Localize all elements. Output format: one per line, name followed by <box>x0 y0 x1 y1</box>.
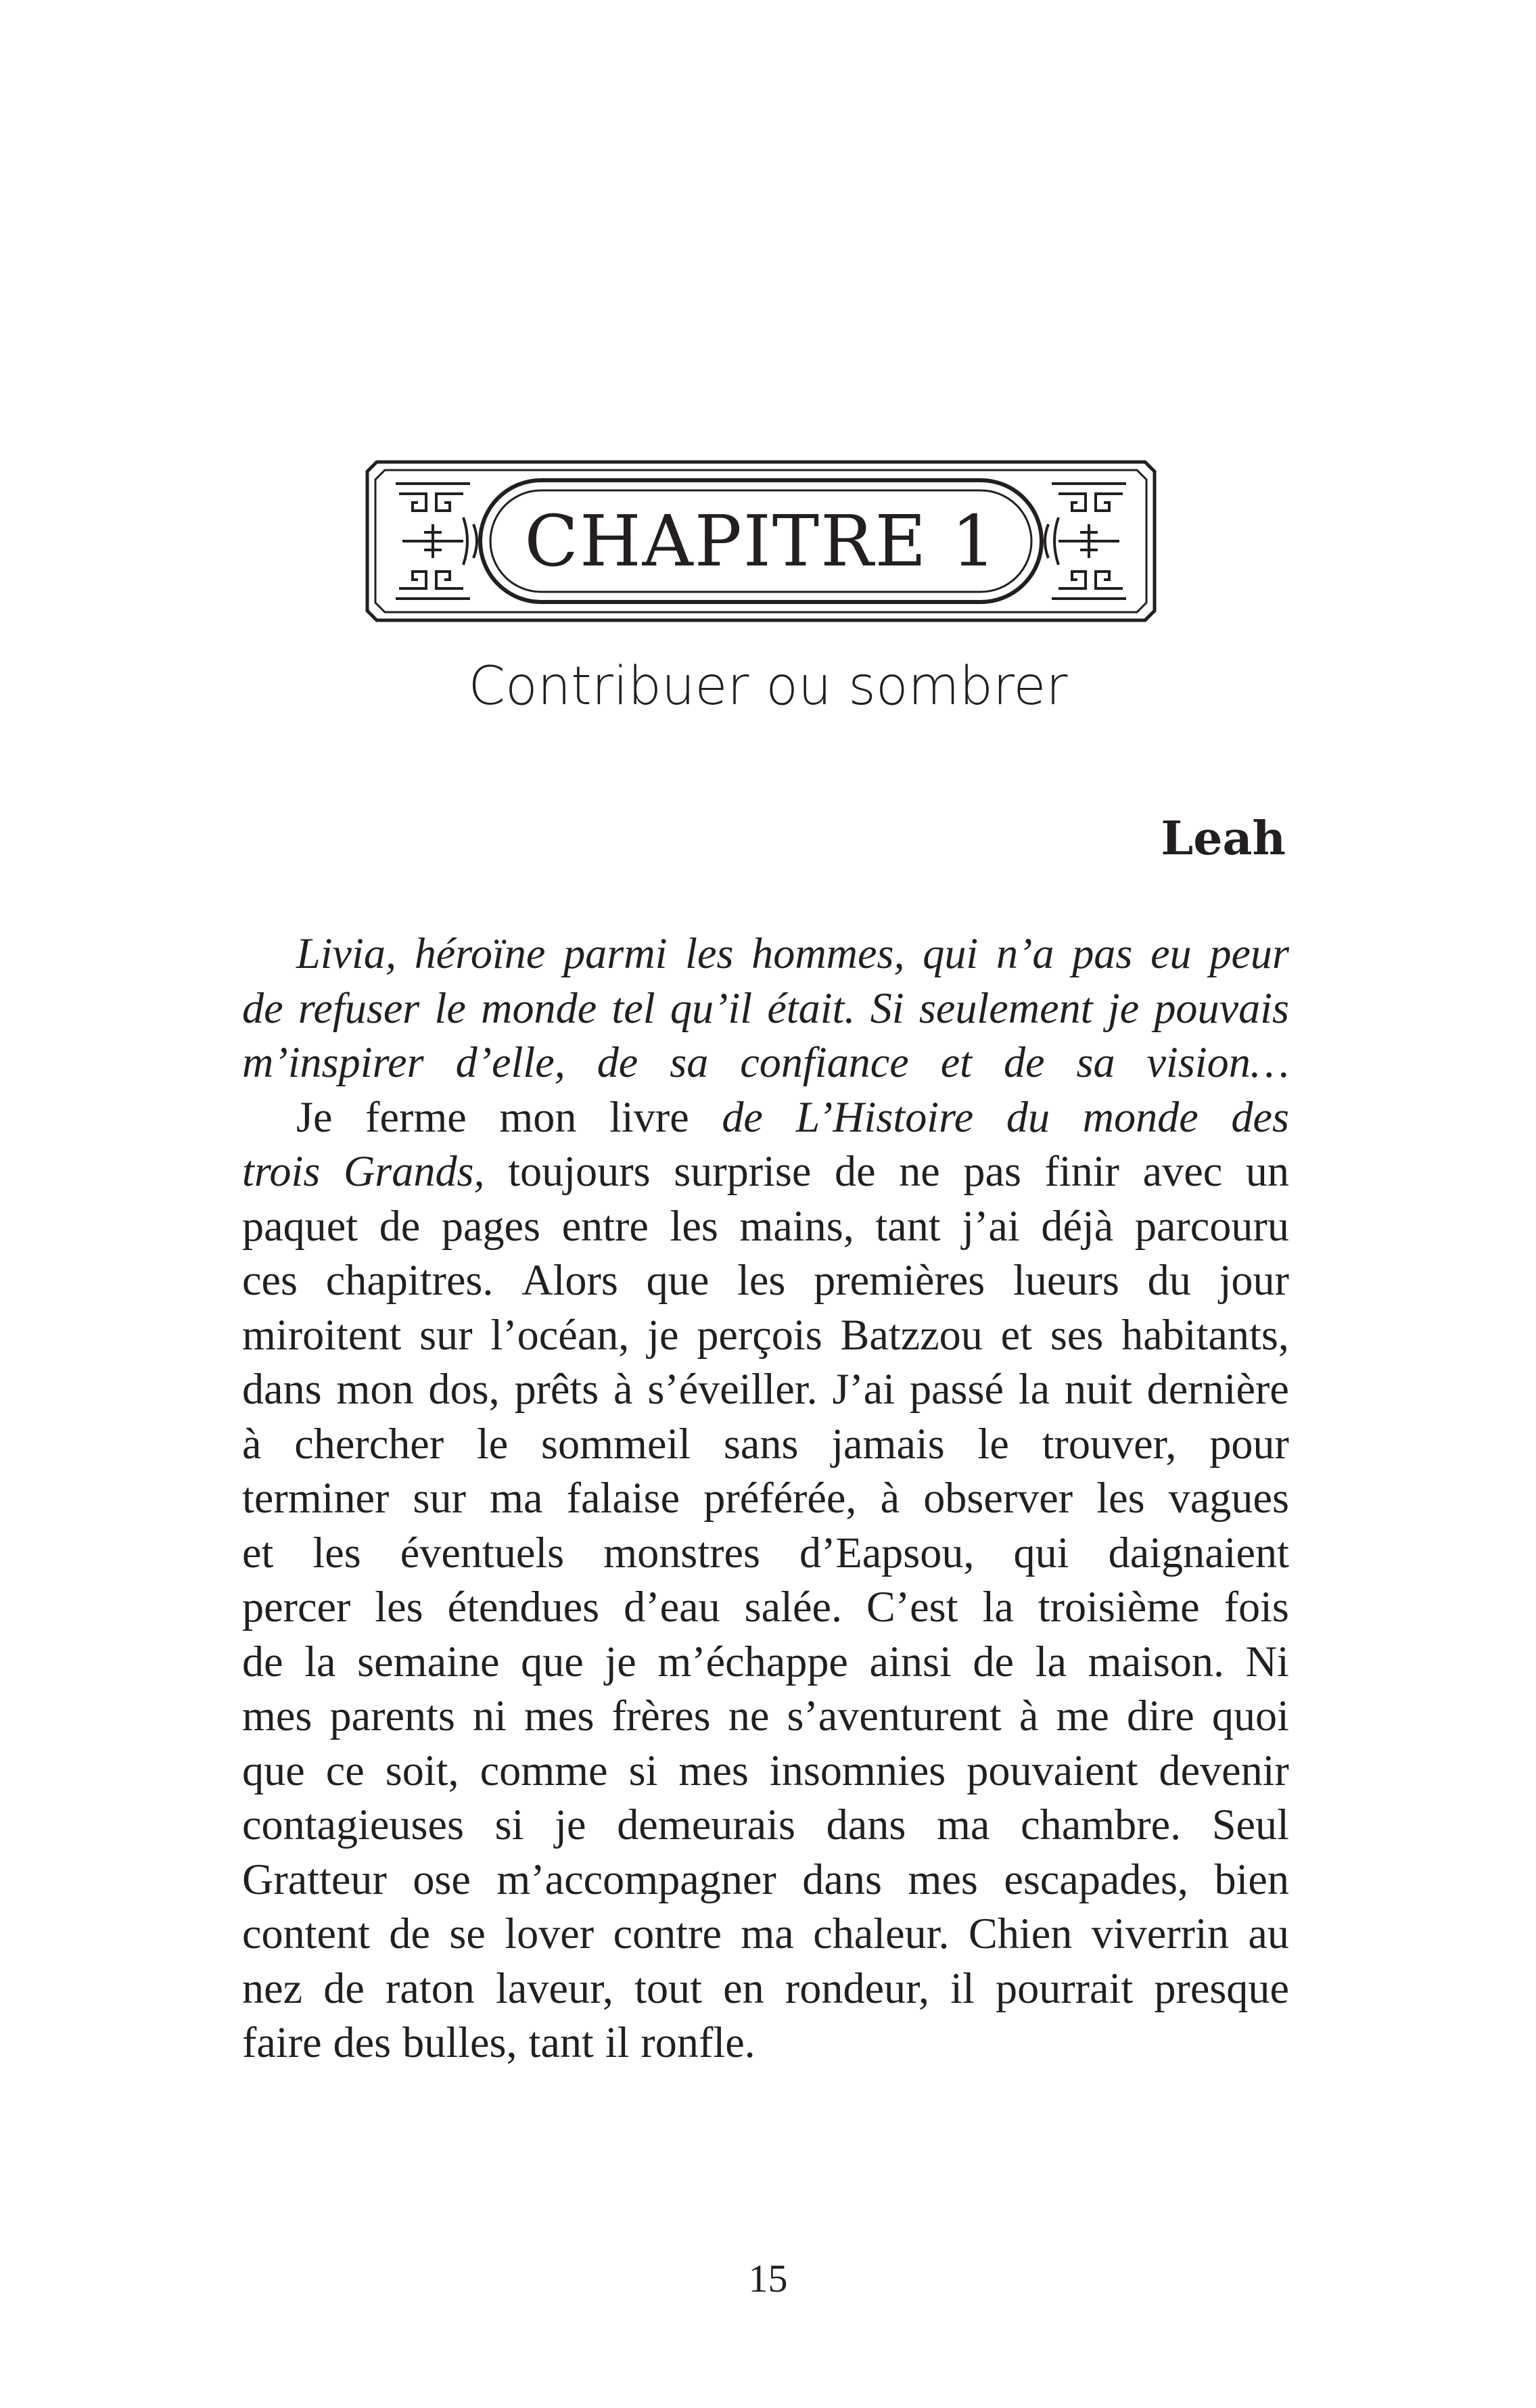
text-line: content de se lover contre ma chaleur. Chien viverrin au <box>242 1909 1289 1958</box>
body-text <box>242 927 1289 2070</box>
text-line: de la semaine que je m’échappe ainsi de la maison. Ni <box>242 1637 1289 1686</box>
text-line: ces chapitres. Alors que les premières lueurs du jour <box>242 1256 1289 1304</box>
text-line: de refuser le monde tel qu’il était. Si seulement je pouvais <box>242 983 1289 1032</box>
page-number: 15 <box>748 2256 788 2300</box>
text-line: Gratteur ose m’accompagner dans mes escapades, bien <box>242 1855 1289 1903</box>
left-ornament <box>396 484 477 599</box>
text-line: et les éventuels monstres d’Eapsou, qui daignaient <box>242 1528 1289 1577</box>
text-line: que ce soit, comme si mes insomnies pouvaient devenir <box>242 1746 1289 1795</box>
text-line: Livia, héroïne parmi les hommes, qui n’a pas eu peur <box>296 929 1289 977</box>
chapter-heading: CHAPITRE 1 <box>524 500 998 582</box>
text-line: dans mon dos, prêts à s’éveiller. J’ai passé la nuit dernière <box>242 1365 1289 1413</box>
chapter-banner <box>362 457 1160 626</box>
text-line: m’inspirer d’elle, de sa confiance et de sa vision… <box>242 1038 1289 1086</box>
text-line: terminer sur ma falaise préférée, à observer les vagues <box>242 1474 1289 1522</box>
narrator-name: Leah <box>1161 812 1286 866</box>
text-line: faire des bulles, tant il ronfle. <box>242 2018 755 2066</box>
text-line: trois Grands, toujours surprise de ne pas finir avec un <box>242 1147 1289 1195</box>
text-line: mes parents ni mes frères ne s’aventurent à me dire quoi <box>242 1692 1289 1740</box>
text-line: percer les étendues d’eau salée. C’est la troisième fois <box>242 1583 1289 1631</box>
right-ornament <box>1045 484 1126 599</box>
text-line: nez de raton laveur, tout en rondeur, il pourrait presque <box>242 1964 1289 2012</box>
text-line: paquet de pages entre les mains, tant j’ai déjà parcouru <box>242 1201 1289 1250</box>
text-line: Je ferme mon livre de L’Histoire du monde des <box>296 1092 1289 1141</box>
text-line: miroitent sur l’océan, je perçois Batzzou et ses habitants, <box>242 1310 1289 1359</box>
chapter-title: Contribuer ou sombrer <box>468 656 1068 717</box>
text-line: à chercher le sommeil sans jamais le trouver, pour <box>242 1419 1289 1468</box>
text-line: contagieuses si je demeurais dans ma chambre. Seul <box>242 1801 1289 1849</box>
